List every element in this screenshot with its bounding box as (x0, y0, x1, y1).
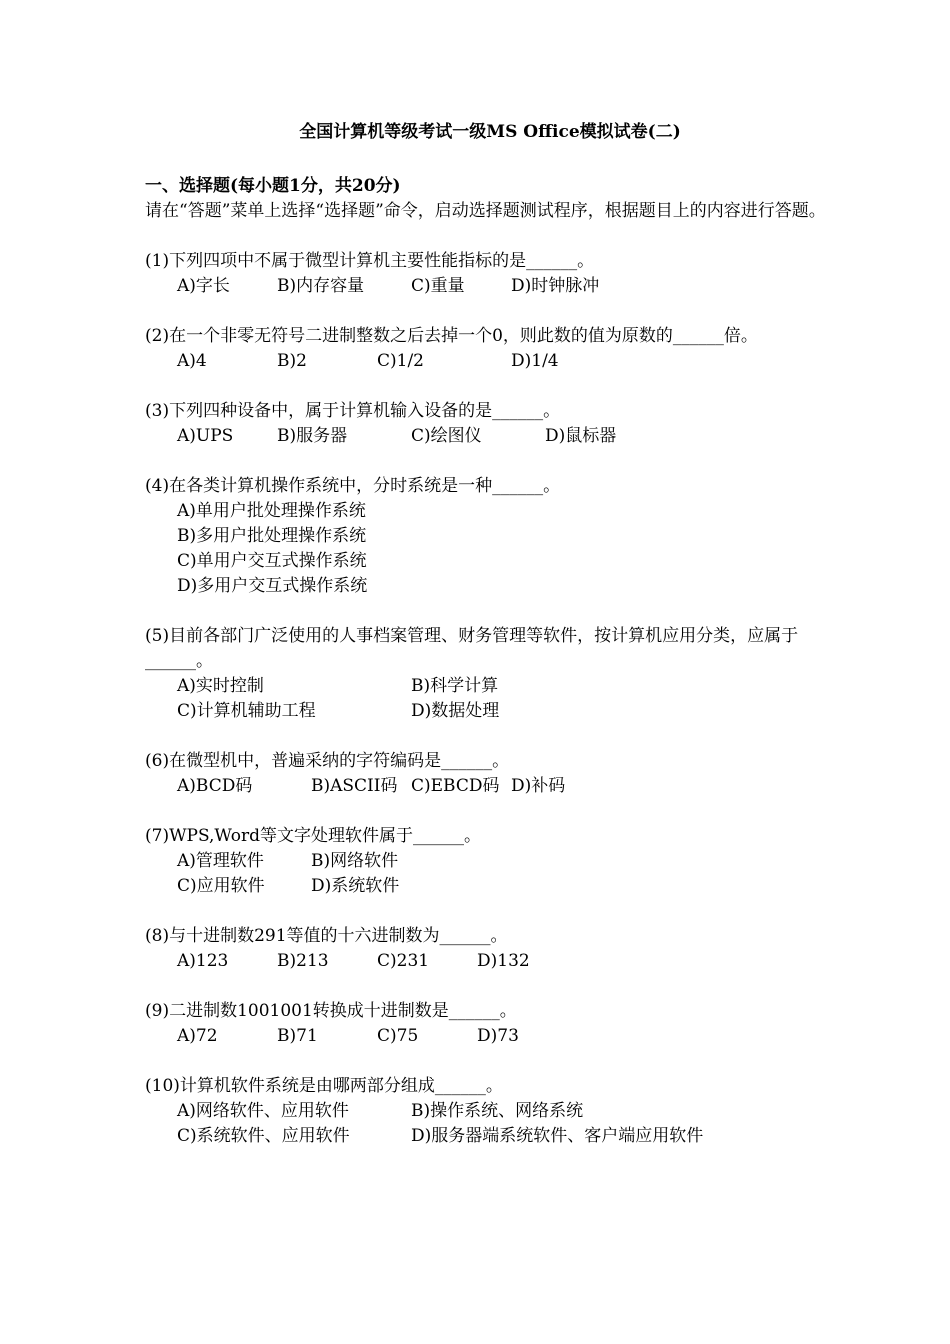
question-stem: (8)与十进制数291等值的十六进制数为______。 (145, 926, 508, 946)
question-8 (145, 924, 835, 974)
question-options (145, 674, 835, 724)
option-d: D)73 (477, 1026, 519, 1046)
question-options (145, 424, 835, 449)
question-3 (145, 399, 835, 449)
option-c: C)EBCD码 (411, 776, 500, 796)
option-d: D)1/4 (511, 351, 559, 371)
exam-page (145, 120, 835, 1149)
question-stem: (1)下列四项中不属于微型计算机主要性能指标的是______。 (145, 251, 595, 271)
question-stem: (10)计算机软件系统是由哪两部分组成______。 (145, 1076, 503, 1096)
option-b: B)服务器 (277, 426, 348, 446)
question-4 (145, 474, 835, 599)
question-stem: (7)WPS,Word等文字处理软件属于______。 (145, 826, 481, 846)
option-b: B)2 (277, 351, 307, 371)
option-c: C)75 (377, 1026, 419, 1046)
option-c: C)绘图仪 (411, 426, 482, 446)
option-c: C)231 (377, 951, 430, 971)
option-b: B)ASCII码 (311, 776, 398, 796)
option-d: D)服务器端系统软件、客户端应用软件 (411, 1126, 704, 1146)
option-a: A)BCD码 (177, 776, 253, 796)
option-c: C)计算机辅助工程 (177, 701, 316, 721)
option-c: C)系统软件、应用软件 (177, 1126, 350, 1146)
question-stem: (5)目前各部门广泛使用的人事档案管理、财务管理等软件，按计算机应用分类，应属于______。 (145, 626, 799, 671)
option-d: D)132 (477, 951, 530, 971)
option-d: D)多用户交互式操作系统 (177, 576, 368, 596)
option-d: D)补码 (511, 776, 566, 796)
option-a: A)72 (177, 1026, 218, 1046)
option-c: C)单用户交互式操作系统 (177, 551, 367, 571)
option-b: B)网络软件 (311, 851, 399, 871)
option-a: A)实时控制 (177, 676, 264, 696)
question-options (145, 949, 835, 974)
question-2 (145, 324, 835, 374)
question-options (145, 349, 835, 374)
option-d: D)数据处理 (411, 701, 500, 721)
question-options (145, 1099, 835, 1149)
option-b: B)213 (277, 951, 329, 971)
option-a: A)网络软件、应用软件 (177, 1101, 349, 1121)
question-stem: (4)在各类计算机操作系统中，分时系统是一种______。 (145, 476, 561, 496)
option-a: A)字长 (177, 276, 230, 296)
option-a: A)4 (177, 351, 207, 371)
option-b: B)多用户批处理操作系统 (177, 526, 367, 546)
option-b: B)科学计算 (411, 676, 499, 696)
option-b: B)71 (277, 1026, 318, 1046)
question-options (145, 774, 835, 799)
question-7 (145, 824, 835, 899)
option-d: D)系统软件 (311, 876, 400, 896)
option-b: B)操作系统、网络系统 (411, 1101, 584, 1121)
option-a: A)管理软件 (177, 851, 264, 871)
option-a: A)单用户批处理操作系统 (177, 501, 366, 521)
question-options (145, 499, 835, 599)
option-c: C)应用软件 (177, 876, 265, 896)
option-a: A)123 (177, 951, 229, 971)
page-title: 全国计算机等级考试一级MS Office模拟试卷(二) (299, 122, 681, 142)
question-stem: (6)在微型机中，普遍采纳的字符编码是______。 (145, 751, 510, 771)
option-d: D)鼠标器 (545, 426, 617, 446)
question-options (145, 274, 835, 299)
question-5 (145, 624, 835, 724)
question-stem: (9)二进制数1001001转换成十进制数是______。 (145, 1001, 517, 1021)
question-10 (145, 1074, 835, 1149)
section-instructions: 请在“答题”菜单上选择“选择题”命令，启动选择题测试程序，根据题目上的内容进行答题。 (145, 201, 826, 221)
question-options (145, 849, 835, 899)
question-1 (145, 249, 835, 299)
question-stem: (2)在一个非零无符号二进制整数之后去掉一个0，则此数的值为原数的______倍。 (145, 326, 758, 346)
section-heading: 一、选择题(每小题1分，共20分) (145, 176, 401, 196)
question-6 (145, 749, 835, 799)
option-b: B)内存容量 (277, 276, 365, 296)
option-c: C)重量 (411, 276, 465, 296)
question-9 (145, 999, 835, 1049)
option-d: D)时钟脉冲 (511, 276, 600, 296)
question-options (145, 1024, 835, 1049)
question-stem: (3)下列四种设备中，属于计算机输入设备的是______。 (145, 401, 561, 421)
option-c: C)1/2 (377, 351, 424, 371)
option-a: A)UPS (177, 426, 234, 446)
